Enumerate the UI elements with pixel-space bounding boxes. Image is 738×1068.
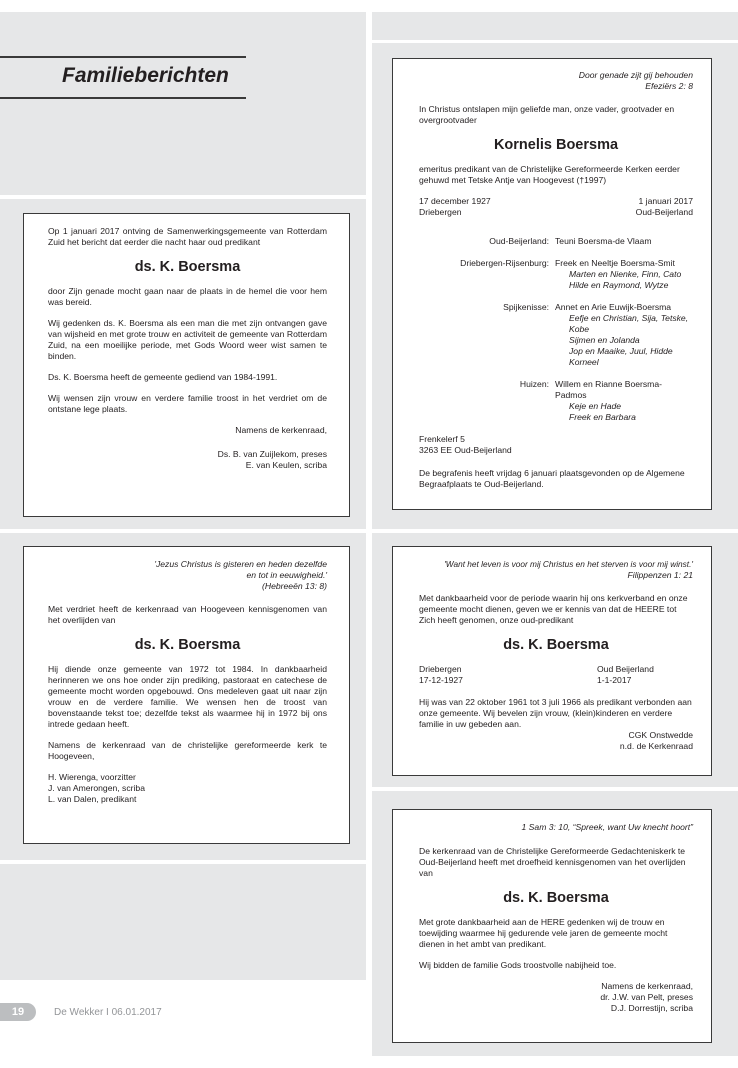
family-member: Kobe — [569, 324, 590, 334]
bible-verse: en tot in eeuwigheid.' — [246, 570, 327, 580]
deceased-name: ds. K. Boersma — [134, 637, 241, 653]
family-member: Freek en Neeltje Boersma-Smit — [555, 258, 675, 268]
notice-rotterdam-zuid — [23, 213, 350, 517]
family-member: Hilde en Raymond, Wytze — [569, 280, 669, 290]
title-rule-top — [0, 56, 246, 58]
address-line: 3263 EE Oud-Beijerland — [419, 445, 512, 455]
notice-paragraph: Wij gedenken ds. K. Boersma als een man die met zijn ontvangen gave van wijsheid en met grote trouw en activiteit de gemeente van Rotterdam Zuid, na een moeilijke periode, met Gods Woord weer wist samen te binden. — [48, 318, 327, 361]
notice-paragraph: Wij wensen zijn vrouw en verdere familie troost in het verdriet om de ontstane lege plaats. — [48, 393, 327, 414]
signature-line: J. van Amerongen, scriba — [48, 783, 145, 793]
funeral-note: De begrafenis heeft vrijdag 6 januari plaatsgevonden op de Algemene Begraafplaats te Oud-Beijerland. — [419, 468, 685, 489]
notice-family-boersma — [392, 58, 712, 510]
family-place: Spijkenisse: — [503, 302, 549, 312]
deceased-name: ds. K. Boersma — [503, 890, 609, 906]
signature-line: H. Wierenga, voorzitter — [48, 772, 136, 782]
family-group — [419, 236, 693, 247]
family-member: Keje en Hade — [569, 401, 622, 411]
notice-paragraph: door Zijn genade mocht gaan naar de plaats in de hemel die voor hem was bereid. — [48, 286, 327, 307]
family-group — [419, 258, 693, 291]
signature-line: Ds. B. van Zuijlekom, preses — [217, 449, 327, 459]
signature-line: dr. J.W. van Pelt, preses — [600, 992, 693, 1002]
bible-verse: 'Jezus Christus is gisteren en heden dezelfde — [154, 559, 327, 569]
family-member: Annet en Arie Euwijk-Boersma — [555, 302, 672, 312]
bible-verse: 1 Sam 3: 10, “Spreek, want Uw knecht hoort” — [521, 822, 693, 832]
notice-intro: Met verdriet heeft de kerkenraad van Hoogeveen kennisgenomen van het overlijden van — [48, 604, 327, 625]
family-list — [419, 236, 693, 423]
birth-date: 17-12-1927 — [419, 675, 463, 685]
family-member: Freek en Barbara — [569, 412, 636, 422]
bible-reference: Efeziërs 2: 8 — [645, 81, 693, 91]
places-row — [419, 664, 693, 675]
family-group — [419, 302, 693, 368]
dates-row — [419, 675, 693, 686]
notice-intro: In Christus ontslapen mijn geliefde man, onze vader, grootvader en overgrootvader — [419, 104, 675, 125]
notice-intro: De kerkenraad van de Christelijke Gereformeerde Gedachteniskerk te Oud-Beijerland heeft met droefheid kennisgenomen van het overlijden van — [419, 846, 686, 878]
address-line: Frenkelerf 5 — [419, 434, 465, 444]
notice-paragraph: Namens de kerkenraad van de christelijke gereformeerde kerk te Hoogeveen, — [48, 740, 327, 761]
family-place: Driebergen-Rijsenburg: — [460, 258, 549, 268]
signature-line: D.J. Dorrestijn, scriba — [610, 1003, 693, 1013]
notice-intro: Met dankbaarheid voor de periode waarin hij ons kerkverband en onze gemeente mocht dienen, geven we er kennis van dat de HEERE tot Zich heeft genomen, onze oud-predikant — [419, 593, 688, 625]
family-member: Eefje en Christian, Sija, Tetske, — [569, 313, 689, 323]
page-footer — [0, 1003, 162, 1021]
deceased-name: ds. K. Boersma — [503, 637, 609, 653]
family-member: Jop en Maaike, Juul, Hidde — [569, 346, 673, 356]
left-panel-3 — [0, 864, 366, 980]
bible-verse: Door genade zijt gij behouden — [578, 70, 693, 80]
notice-intro: Op 1 januari 2017 ontving de Samenwerkingsgemeente van Rotterdam Zuid het bericht dat eerder die nacht haar oud predikant — [48, 226, 327, 247]
notice-paragraph: Hij diende onze gemeente van 1972 tot 1984. In dankbaarheid herinneren we ons hoe onder zijn prediking, pastoraat en catechese de gemeente mocht worden opgebouwd. Ons medeleven gaat uit naar zijn vrouw en de verdere familie. We wensen hen de troost van bovenstaande tekst toe; dezelfde tekst als waarmee hij in 1972 bij ons intrede gedaan heeft. — [48, 664, 327, 729]
signature-line: Namens de kerkenraad, — [601, 981, 693, 991]
family-member: Willem en Rianne Boersma-Padmos — [555, 379, 662, 400]
notice-paragraph: Wij bidden de familie Gods troostvolle nabijheid toe. — [419, 960, 617, 970]
death-date: 1 januari 2017 — [638, 196, 693, 206]
notice-hoogeveen — [23, 546, 350, 844]
signature-line: E. van Keulen, scriba — [245, 460, 327, 470]
signature-line: n.d. de Kerkenraad — [619, 741, 693, 751]
right-panel-top — [372, 12, 738, 40]
places-row — [419, 207, 693, 218]
notice-paragraph: Hij was van 22 oktober 1961 tot 3 juli 1966 als predikant verbonden aan onze gemeente. Wij bevelen zijn vrouw, (klein)kinderen en verdere familie in uw gebeden aan. — [419, 697, 692, 729]
title-rule-bottom — [0, 97, 246, 99]
notice-paragraph: Ds. K. Boersma heeft de gemeente gediend van 1984-1991. — [48, 372, 278, 382]
signature-intro: Namens de kerkenraad, — [235, 425, 327, 435]
birth-place: Driebergen — [419, 207, 462, 217]
deceased-description: emeritus predikant van de Christelijke Gereformeerde Kerken eerder gehuwd met Tetske Antje van Hoogevest (†1997) — [419, 164, 680, 185]
family-member: Teuni Boersma-de Vlaam — [555, 236, 652, 246]
birth-place: Driebergen — [419, 664, 462, 674]
notice-paragraph: Met grote dankbaarheid aan de HERE gedenken wij de trouw en toewijding waarmee hij gedurende vele jaren de gemeente mocht dienen in het ambt van predikant. — [419, 917, 668, 949]
signature-line: CGK Onstwedde — [628, 730, 693, 740]
family-place: Oud-Beijerland: — [489, 236, 549, 246]
family-member: Korneel — [569, 357, 599, 367]
bible-reference: (Hebreeën 13: 8) — [262, 581, 327, 591]
death-place: Oud Beijerland — [597, 664, 654, 674]
bible-reference: Filippenzen 1: 21 — [627, 570, 693, 580]
dates-row — [419, 196, 693, 207]
notice-onstwedde — [392, 546, 712, 776]
deceased-name: Kornelis Boersma — [493, 137, 619, 153]
publication-info: De Wekker I 06.01.2017 — [54, 1006, 162, 1018]
page-title: Familieberichten — [62, 64, 229, 87]
bible-verse: 'Want het leven is voor mij Christus en het sterven is voor mij winst.' — [444, 559, 693, 569]
notice-oud-beijerland — [392, 809, 712, 1043]
death-date: 1-1-2017 — [597, 675, 632, 685]
death-place: Oud-Beijerland — [635, 207, 693, 217]
family-group — [419, 379, 693, 423]
family-member: Sijmen en Jolanda — [569, 335, 640, 345]
birth-date: 17 december 1927 — [419, 196, 491, 206]
page-number: 19 — [0, 1003, 36, 1021]
family-place: Huizen: — [519, 379, 549, 389]
family-member: Marten en Nienke, Finn, Cato — [569, 269, 682, 279]
header-panel — [0, 12, 366, 195]
deceased-name: ds. K. Boersma — [134, 259, 241, 275]
signature-line: L. van Dalen, predikant — [48, 794, 137, 804]
